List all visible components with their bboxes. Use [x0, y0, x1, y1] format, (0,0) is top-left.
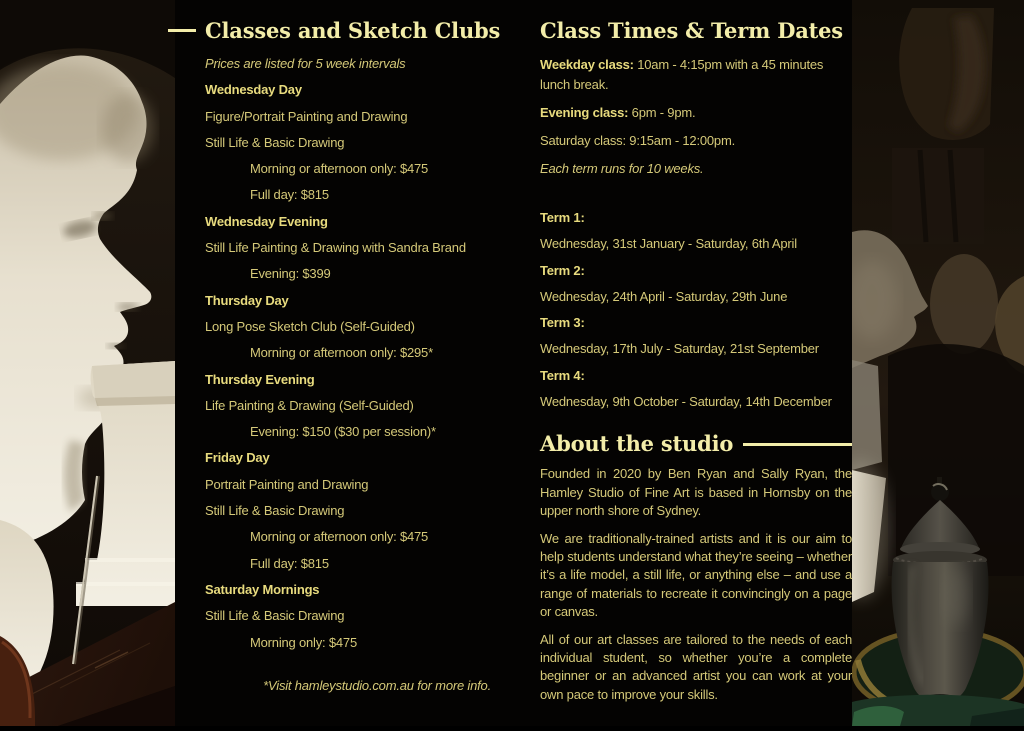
evening-class-label: Evening class: [540, 105, 629, 120]
times-and-about-column [540, 18, 852, 704]
class-line: Figure/Portrait Painting and Drawing [205, 108, 408, 124]
term-length-note: Each term runs for 10 weeks. [540, 161, 704, 176]
term-dates: Wednesday, 31st January - Saturday, 6th April [540, 236, 797, 252]
saturday-class-time: Saturday class: 9:15am - 12:00pm. [540, 133, 736, 148]
classes-heading-row [168, 18, 501, 43]
price-line: Morning only: $475 [250, 634, 357, 650]
urn-and-busts-illustration [852, 0, 1024, 726]
price-line: Evening: $399 [250, 266, 331, 282]
pricing-note: Prices are listed for 5 week intervals [205, 56, 406, 71]
about-heading-row [540, 431, 852, 456]
plaster-bust-photo [0, 0, 175, 726]
term-label: Term 1: [540, 210, 585, 225]
class-line: Still Life & Basic Drawing [205, 134, 345, 150]
about-paragraph: Founded in 2020 by Ben Ryan and Sally Ryan, the Hamley Studio of Fine Art is based in Hornsby on the upper north shore of Sydney. [540, 466, 852, 518]
weekday-class-value: 10am - 4:15pm with a 45 minutes lunch break. [540, 57, 824, 92]
price-line: Morning or afternoon only: $295* [250, 345, 433, 361]
about-heading: About the studio [540, 431, 734, 457]
about-paragraph: All of our art classes are tailored to the needs of each individual student, so whether you’re a complete beginner or an advanced artist you can work at your own pace to improve your skills. [540, 632, 852, 702]
price-line: Morning or afternoon only: $475 [250, 161, 429, 177]
price-line: Morning or afternoon only: $475 [250, 529, 429, 545]
class-line: Still Life & Basic Drawing [205, 608, 345, 624]
heading-dash-rule [168, 29, 196, 32]
price-line: Full day: $815 [250, 187, 329, 203]
section-title: Wednesday Evening [205, 213, 328, 229]
section-title: Saturday Mornings [205, 581, 320, 597]
evening-class-value: 6pm - 9pm. [628, 105, 696, 120]
times-heading: Class Times & Term Dates [540, 18, 843, 43]
heading-rule [743, 443, 852, 446]
term-dates-list [540, 205, 852, 415]
section-title: Wednesday Day [205, 82, 302, 98]
section-title: Friday Day [205, 450, 270, 466]
evening-class-time [540, 103, 852, 123]
term-dates: Wednesday, 24th April - Saturday, 29th June [540, 288, 788, 304]
class-line: Life Painting & Drawing (Self-Guided) [205, 397, 414, 413]
section-title: Thursday Evening [205, 371, 315, 387]
price-line: Evening: $150 ($30 per session)* [250, 424, 436, 440]
term-dates: Wednesday, 9th October - Saturday, 14th December [540, 394, 832, 410]
plaster-bust-illustration [0, 0, 175, 726]
class-line: Long Pose Sketch Club (Self-Guided) [205, 318, 415, 334]
class-line: Portrait Painting and Drawing [205, 476, 369, 492]
term-label: Term 2: [540, 262, 585, 278]
times-heading-row [540, 18, 852, 43]
class-line: Still Life & Basic Drawing [205, 503, 345, 519]
price-line: Full day: $815 [250, 555, 329, 571]
about-paragraph: We are traditionally-trained artists and it is our aim to help students understand what they’re seeing – whether it’s a life model, a still life, or anything else – and use a range of materials to recreate it convincingly on a page or canvas. [540, 530, 852, 619]
classes-heading: Classes and Sketch Clubs [205, 18, 501, 43]
term-label: Term 4: [540, 367, 585, 383]
weekday-class-time [540, 55, 852, 95]
classes-column [205, 18, 501, 693]
term-dates: Wednesday, 17th July - Saturday, 21st September [540, 341, 819, 357]
section-title: Thursday Day [205, 292, 289, 308]
weekday-class-label: Weekday class: [540, 57, 634, 72]
urn-and-busts-photo [852, 0, 1024, 726]
class-line: Still Life Painting & Drawing with Sandra Brand [205, 240, 466, 256]
term-label: Term 3: [540, 315, 585, 331]
website-footnote: *Visit hamleystudio.com.au for more info. [263, 677, 491, 693]
